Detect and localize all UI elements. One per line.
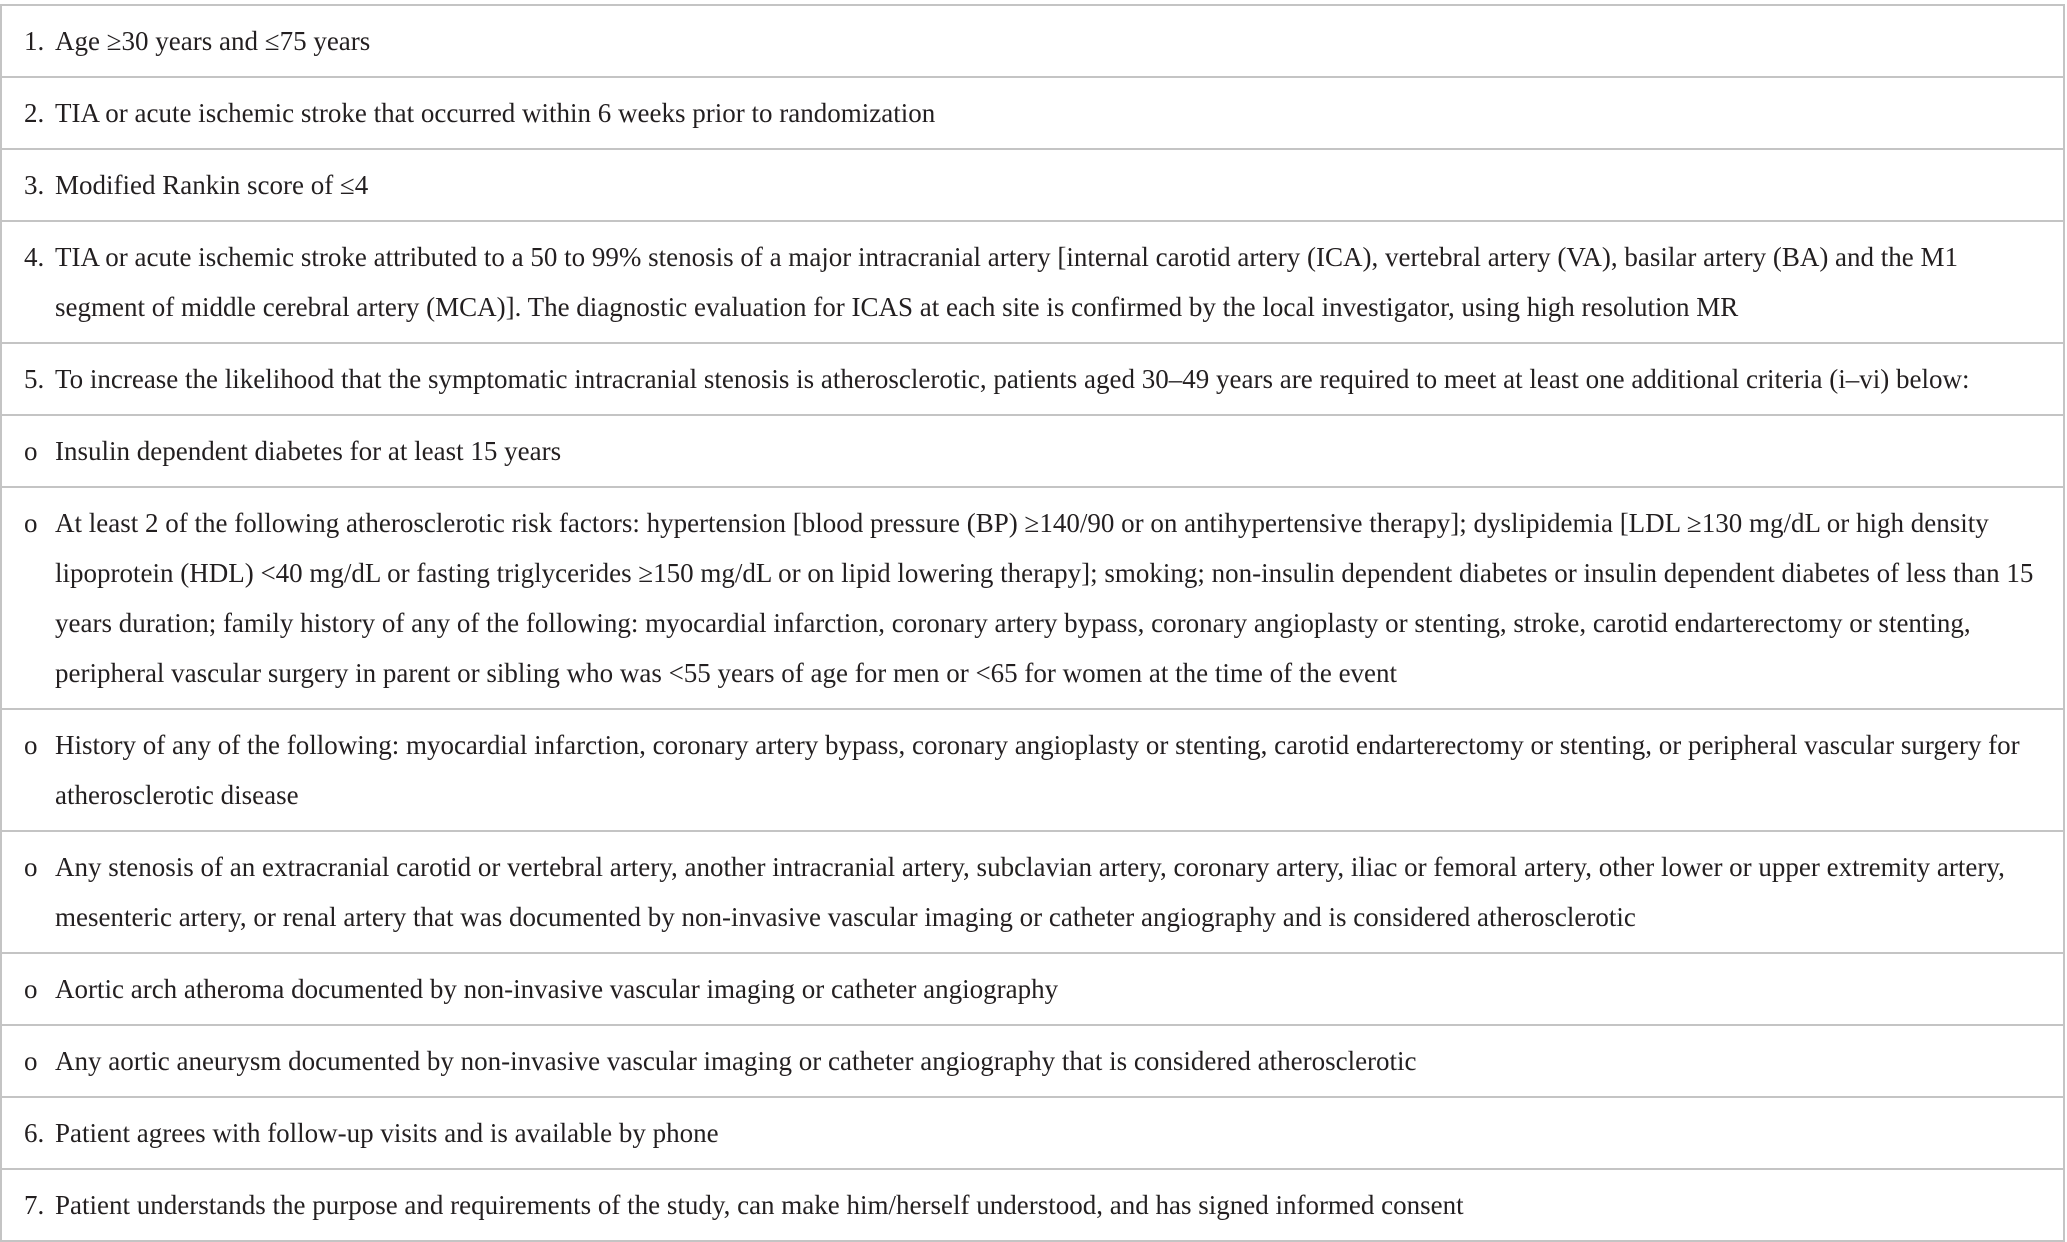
list-marker: 3. [24, 170, 45, 200]
table-cell [1, 1097, 2064, 1169]
table-cell [1, 1025, 2064, 1097]
table-row [1, 77, 2064, 149]
table-row [1, 1025, 2064, 1097]
list-marker: 2. [24, 98, 45, 128]
criterion-text: TIA or acute ischemic stroke attributed to a 50 to 99% stenosis of a major intracranial artery [internal carotid artery (ICA), vertebral artery (VA), basilar artery (BA) and the M1 segment of middle cerebral artery (MCA)]. The diagnostic evaluation for ICAS at each site is confirmed by the local investigator, using high resolution MR [55, 242, 1959, 322]
sub-bullet-marker: o [24, 436, 38, 466]
table-cell [1, 5, 2064, 77]
inclusion-criteria-table [0, 4, 2065, 1242]
table-cell [1, 831, 2064, 953]
list-marker: 4. [24, 242, 45, 272]
table-row [1, 149, 2064, 221]
sub-bullet-marker: o [24, 852, 38, 882]
table-row [1, 709, 2064, 831]
sub-criterion-text: Any stenosis of an extracranial carotid or vertebral artery, another intracranial artery, subclavian artery, coronary artery, iliac or femoral artery, other lower or upper extremity artery, mesenteric artery, or renal artery that was documented by non-invasive vascular imaging or catheter angiography and is considered atherosclerotic [55, 852, 2005, 932]
sub-criterion-text: Insulin dependent diabetes for at least 15 years [55, 436, 562, 466]
table-cell [1, 709, 2064, 831]
table-row [1, 1169, 2064, 1241]
table-cell [1, 77, 2064, 149]
table-cell [1, 953, 2064, 1025]
list-marker: 1. [24, 26, 45, 56]
table-cell [1, 221, 2064, 343]
list-marker: 7. [24, 1190, 45, 1220]
criterion-text: Patient agrees with follow-up visits and is available by phone [55, 1118, 719, 1148]
table-row [1, 221, 2064, 343]
table-cell [1, 343, 2064, 415]
table-cell [1, 487, 2064, 709]
list-marker: 6. [24, 1118, 45, 1148]
criterion-text: To increase the likelihood that the symptomatic intracranial stenosis is atherosclerotic, patients aged 30–49 years are required to meet at least one additional criteria (i–vi) below: [55, 364, 1970, 394]
criterion-text: TIA or acute ischemic stroke that occurred within 6 weeks prior to randomization [55, 98, 936, 128]
sub-bullet-marker: o [24, 974, 38, 1004]
table-body [1, 5, 2064, 1241]
sub-criterion-text: At least 2 of the following atherosclerotic risk factors: hypertension [blood pressure (BP) ≥140/90 or on antihypertensive therapy]; dyslipidemia [LDL ≥130 mg/dL or high density lipoprotein (HDL) <40 mg/dL or fasting triglycerides ≥150 mg/dL or on lipid lowering therapy]; smoking; non-insulin dependent diabetes or insulin dependent diabetes of less than 15 years duration; family history of any of the following: myocardial infarction, coronary artery bypass, coronary angioplasty or stenting, stroke, carotid endarterectomy or stenting, peripheral vascular surgery in parent or sibling who was <55 years of age for men or <65 for women at the time of the event [55, 508, 2034, 688]
list-marker: 5. [24, 364, 45, 394]
table-row [1, 5, 2064, 77]
table-cell [1, 415, 2064, 487]
table-cell [1, 1169, 2064, 1241]
table-row [1, 1097, 2064, 1169]
sub-criterion-text: Any aortic aneurysm documented by non-invasive vascular imaging or catheter angiography that is considered atherosclerotic [55, 1046, 1417, 1076]
sub-bullet-marker: o [24, 1046, 38, 1076]
table-row [1, 953, 2064, 1025]
table-row [1, 415, 2064, 487]
criterion-text: Modified Rankin score of ≤4 [55, 170, 369, 200]
sub-criterion-text: Aortic arch atheroma documented by non-invasive vascular imaging or catheter angiography [55, 974, 1059, 1004]
table-row [1, 343, 2064, 415]
sub-criterion-text: History of any of the following: myocardial infarction, coronary artery bypass, coronary angioplasty or stenting, carotid endarterectomy or stenting, or peripheral vascular surgery for atherosclerotic disease [55, 730, 2020, 810]
table-row [1, 487, 2064, 709]
criterion-text: Age ≥30 years and ≤75 years [55, 26, 371, 56]
criterion-text: Patient understands the purpose and requirements of the study, can make him/herself understood, and has signed informed consent [55, 1190, 1464, 1220]
table-row [1, 831, 2064, 953]
sub-bullet-marker: o [24, 730, 38, 760]
sub-bullet-marker: o [24, 508, 38, 538]
table-cell [1, 149, 2064, 221]
